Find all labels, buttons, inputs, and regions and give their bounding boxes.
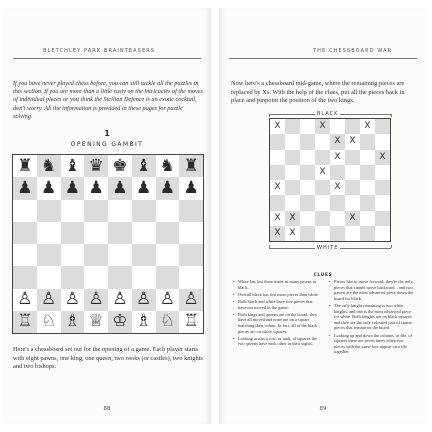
board-square: [61, 155, 85, 177]
board-square: [270, 165, 285, 180]
board-square: [84, 155, 108, 177]
x-mark: X: [334, 136, 341, 147]
board-square: [315, 165, 330, 180]
board-square: [360, 195, 375, 210]
board-square: [179, 289, 203, 311]
intro-paragraph: If you have never played chess before, you can still tackle all the puzzles in this section. If you are more than a little rusty on the intricacies of the moves of individual pieces or you think the Sicilian Defence is an exotic cocktail, don't worry. All the information is provided in these pages for puzzle solving.: [13, 80, 203, 120]
board-square: [285, 165, 300, 180]
chess-piece: ♗: [136, 311, 152, 332]
x-mark: X: [349, 136, 356, 147]
board-square: [285, 226, 300, 241]
header-rule-left: [13, 58, 201, 59]
board-square: [61, 222, 85, 244]
board-square: [108, 311, 132, 333]
board-square: [300, 165, 315, 180]
chess-piece: ♙: [159, 289, 175, 310]
board-square: [360, 134, 375, 149]
clue-item: • Both black and white have five pieces that have not moved in the game.: [233, 299, 319, 310]
chess-piece: ♝: [136, 155, 152, 176]
board-square: [156, 222, 180, 244]
board-square: [108, 222, 132, 244]
board-square: [285, 150, 300, 165]
board-square: [315, 134, 330, 149]
board-square: [13, 311, 37, 333]
chess-piece: ♗: [64, 311, 80, 332]
board-square: [300, 226, 315, 241]
x-mark: X: [334, 182, 341, 193]
left-page: [3, 8, 211, 424]
board-square: [61, 200, 85, 222]
board-square: [330, 211, 345, 226]
board-square: [360, 226, 375, 241]
chess-piece: ♙: [183, 289, 199, 310]
board-square: [13, 222, 37, 244]
board-square: [13, 266, 37, 288]
opening-chessboard: [12, 154, 204, 334]
board-square: [375, 226, 390, 241]
board-square: [345, 165, 360, 180]
puzzle-number: 1: [104, 129, 110, 138]
board-square: [156, 177, 180, 199]
board-square: [345, 180, 360, 195]
chess-piece: ♞: [41, 155, 57, 176]
board-square: [84, 177, 108, 199]
board-square: [315, 195, 330, 210]
chess-piece: ♙: [41, 289, 57, 310]
board-square: [375, 165, 390, 180]
chess-piece: ♘: [41, 311, 57, 332]
chess-piece: ♟: [183, 177, 199, 198]
board-square: [330, 134, 345, 149]
chess-piece: ♙: [64, 289, 80, 310]
clue-item: • Overall black has lost more pieces than white.: [233, 292, 319, 298]
running-head-right: THE CHESSBOARD WAR: [313, 48, 393, 54]
board-square: [61, 244, 85, 266]
clues-column-left: [233, 279, 319, 349]
board-square: [315, 211, 330, 226]
right-page: [219, 8, 427, 424]
board-square: [108, 177, 132, 199]
x-mark: X: [319, 166, 326, 177]
clue-item: • Pieces like to move forward; they're the only pieces that cannot move backward – and two pawns are the most advanced piece down the board for black.: [329, 279, 415, 301]
black-side-label: BLACK: [317, 111, 339, 117]
puzzle-chessboard: [269, 118, 391, 242]
board-square: [300, 119, 315, 134]
chess-piece: ♙: [136, 289, 152, 310]
chess-piece: ♙: [112, 289, 128, 310]
chess-piece: ♔: [112, 311, 128, 332]
board-square: [179, 177, 203, 199]
clue-item: • The only knight remaining is two white knights, and one is the most advanced piece for white. Both knights are on black squares and they are the only coloured pair of starter pieces that remain on the board.: [329, 303, 415, 331]
x-mark: X: [289, 212, 296, 223]
board-square: [285, 180, 300, 195]
board-square: [179, 155, 203, 177]
board-square: [375, 134, 390, 149]
clues-heading: CLUES: [313, 272, 333, 277]
board-square: [179, 311, 203, 333]
board-square: [37, 266, 61, 288]
board-square: [179, 200, 203, 222]
chess-piece: ♙: [17, 289, 33, 310]
board-square: [375, 180, 390, 195]
x-mark: X: [349, 212, 356, 223]
board-square: [360, 180, 375, 195]
chess-piece: ♟: [159, 177, 175, 198]
x-mark: X: [289, 227, 296, 238]
chess-piece: ♟: [112, 177, 128, 198]
board-square: [270, 134, 285, 149]
board-square: [156, 266, 180, 288]
x-mark: X: [274, 121, 281, 132]
board-square: [285, 119, 300, 134]
board-square: [330, 195, 345, 210]
board-square: [270, 211, 285, 226]
board-square: [375, 211, 390, 226]
board-square: [179, 244, 203, 266]
x-mark: X: [334, 151, 341, 162]
board-square: [345, 119, 360, 134]
board-square: [360, 211, 375, 226]
board-square: [375, 119, 390, 134]
board-square: [315, 226, 330, 241]
board-square: [285, 134, 300, 149]
board-square: [37, 289, 61, 311]
board-square: [300, 134, 315, 149]
chess-piece: ♞: [159, 155, 175, 176]
chess-piece: ♜: [183, 155, 199, 176]
board-square: [300, 150, 315, 165]
board-square: [37, 244, 61, 266]
board-square: [37, 311, 61, 333]
board-square: [300, 180, 315, 195]
board-square: [315, 180, 330, 195]
board-square: [270, 180, 285, 195]
board-square: [13, 244, 37, 266]
board-square: [300, 195, 315, 210]
board-square: [108, 244, 132, 266]
chess-piece: ♖: [183, 311, 199, 332]
board-square: [179, 222, 203, 244]
board-square: [13, 200, 37, 222]
board-square: [37, 222, 61, 244]
chess-piece: ♕: [88, 311, 104, 332]
board-square: [108, 266, 132, 288]
board-square: [270, 226, 285, 241]
board-square: [375, 195, 390, 210]
puzzle-title: OPENING GAMBIT: [70, 141, 144, 148]
chess-piece: ♜: [17, 155, 33, 176]
board-square: [13, 289, 37, 311]
board-square: [330, 180, 345, 195]
board-square: [132, 244, 156, 266]
board-square: [330, 226, 345, 241]
board-square: [108, 155, 132, 177]
board-square: [315, 150, 330, 165]
board-square: [108, 200, 132, 222]
board-square: [132, 289, 156, 311]
board-square: [132, 177, 156, 199]
board-square: [315, 119, 330, 134]
board-square: [132, 200, 156, 222]
page-number-left: 88: [103, 406, 111, 412]
body-paragraph-left: Here's a chessboard set out for the opening of a game. Each player starts with eight pawns, one king, one queen, two rooks (or castles), two knights and two bishops.: [13, 346, 203, 371]
board-square: [132, 222, 156, 244]
x-mark: X: [379, 151, 386, 162]
board-square: [84, 311, 108, 333]
board-square: [37, 155, 61, 177]
board-square: [330, 119, 345, 134]
board-square: [84, 222, 108, 244]
black-side-tick-left: [269, 114, 270, 117]
board-square: [285, 211, 300, 226]
board-square: [61, 289, 85, 311]
clue-item: • White has lost three times as many pawns as black.: [233, 279, 319, 290]
board-square: [61, 311, 85, 333]
board-square: [345, 150, 360, 165]
board-square: [270, 150, 285, 165]
board-square: [345, 211, 360, 226]
board-square: [345, 134, 360, 149]
board-square: [84, 266, 108, 288]
white-side-label: WHITE: [317, 245, 339, 251]
chess-piece: ♛: [88, 155, 104, 176]
board-square: [37, 177, 61, 199]
board-square: [156, 289, 180, 311]
chess-piece: ♟: [88, 177, 104, 198]
x-mark: X: [319, 121, 326, 132]
board-square: [345, 226, 360, 241]
board-square: [360, 119, 375, 134]
header-rule-right: [229, 58, 417, 59]
board-square: [108, 289, 132, 311]
body-paragraph-right: Now here's a chessboard mid-game, where the remaining pieces are replaced by Xs. With the help of the clues, put all the pieces back in place and pinpoint the position of the two kings.: [231, 80, 405, 105]
board-square: [300, 211, 315, 226]
board-square: [132, 155, 156, 177]
board-square: [156, 311, 180, 333]
board-square: [132, 311, 156, 333]
white-side-tick-left: [269, 245, 270, 248]
board-square: [156, 155, 180, 177]
x-mark: X: [274, 212, 281, 223]
chess-piece: ♖: [17, 311, 33, 332]
board-square: [270, 195, 285, 210]
board-square: [61, 177, 85, 199]
board-square: [330, 150, 345, 165]
board-square: [84, 244, 108, 266]
clue-item: • Looking across a row, or rank, of squares the two queens have each other in their sights.: [233, 336, 319, 347]
board-square: [84, 200, 108, 222]
chess-piece: ♝: [64, 155, 80, 176]
chess-piece: ♟: [41, 177, 57, 198]
board-square: [132, 266, 156, 288]
chess-piece: ♚: [112, 155, 128, 176]
board-square: [285, 195, 300, 210]
board-square: [360, 165, 375, 180]
black-side-tick-right: [391, 114, 392, 117]
board-square: [37, 200, 61, 222]
board-square: [179, 266, 203, 288]
white-side-tick-right: [391, 245, 392, 248]
running-head-left: BLETCHLEY PARK BRAINTEASERS: [43, 48, 156, 54]
clues-column-right: [329, 279, 415, 357]
chess-piece: ♟: [136, 177, 152, 198]
board-square: [375, 150, 390, 165]
board-square: [84, 289, 108, 311]
chess-piece: ♘: [159, 311, 175, 332]
board-square: [270, 119, 285, 134]
chess-piece: ♟: [17, 177, 33, 198]
x-mark: X: [364, 121, 371, 132]
board-square: [360, 150, 375, 165]
x-mark: X: [274, 182, 281, 193]
board-square: [156, 244, 180, 266]
clue-item: • Both kings and queens are on the board, they have all moved and none are on a square matching their colour. In fact, all of the black pieces are on white squares.: [233, 312, 319, 334]
page-number-right: 89: [319, 406, 327, 412]
chess-piece: ♙: [88, 289, 104, 310]
clue-item: • Looking up and down the column, or file, of squares there are seven times when two pieces with the same foot appear on a file together.: [329, 333, 415, 355]
board-square: [13, 177, 37, 199]
board-square: [61, 266, 85, 288]
chess-piece: ♟: [64, 177, 80, 198]
x-mark: X: [274, 227, 281, 238]
board-square: [13, 155, 37, 177]
board-square: [345, 195, 360, 210]
board-square: [156, 200, 180, 222]
board-square: [330, 165, 345, 180]
